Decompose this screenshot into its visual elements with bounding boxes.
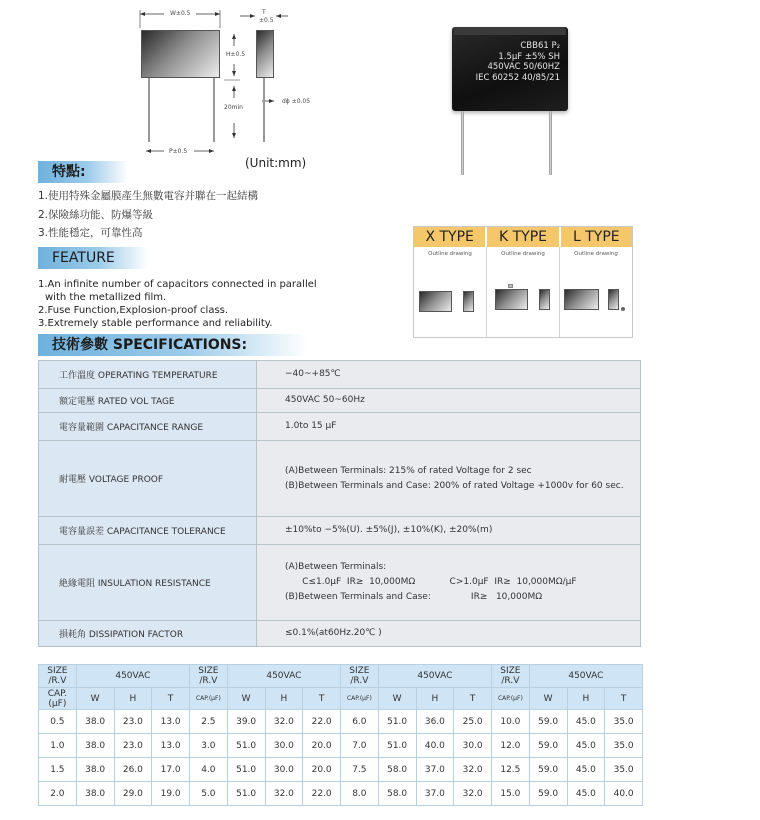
cap-cell: 2.5 <box>190 710 228 734</box>
w-cell: 59.0 <box>529 734 567 758</box>
type-header-l: L TYPE <box>561 227 632 247</box>
capacitor-marking <box>476 41 560 83</box>
spec-value <box>257 517 641 545</box>
w-cell: 58.0 <box>378 758 416 782</box>
list-item: 2.保險絲功能、防爆等級 <box>38 208 154 221</box>
dim-header-w: W <box>227 688 265 710</box>
cap-cell: 7.5 <box>341 758 379 782</box>
h-cell: 29.0 <box>114 782 152 806</box>
lead-right <box>213 78 215 142</box>
w-cell: 39.0 <box>227 710 265 734</box>
photo-lead-right <box>549 111 552 175</box>
spec-label: 電容量範圍 CAPACITANCE RANGE <box>39 413 257 441</box>
table-row <box>39 361 641 389</box>
thickness-tolerance: ±0.5 <box>259 17 274 24</box>
table-row <box>39 710 643 734</box>
dim-header-w: W <box>529 688 567 710</box>
spec-label: 耐電壓 VOLTAGE PROOF <box>39 441 257 517</box>
size-rv-header <box>341 665 379 688</box>
spec-label: 損耗角 DISSIPATION FACTOR <box>39 621 257 647</box>
h-cell: 23.0 <box>114 710 152 734</box>
cap-header: CAP.(μF) <box>190 688 228 710</box>
h-cell: 45.0 <box>567 734 605 758</box>
size-label: SIZE <box>198 666 219 676</box>
size-label: SIZE <box>500 666 521 676</box>
voltage-header: 450VAC <box>378 665 491 688</box>
k-type-tab <box>508 284 513 288</box>
k-type-front <box>495 289 528 310</box>
spec-value-line: (B)Between Terminals and Case: IR≥ 10,000MΩ <box>285 592 543 602</box>
dim-header-w: W <box>378 688 416 710</box>
rv-label: /R.V <box>350 676 369 686</box>
spec-label: 絶緣電阻 INSULATION RESISTANCE <box>39 545 257 621</box>
features-en-list <box>38 278 317 330</box>
t-cell: 22.0 <box>303 710 341 734</box>
t-cell: 30.0 <box>454 734 492 758</box>
t-cell: 20.0 <box>303 758 341 782</box>
w-cell: 59.0 <box>529 782 567 806</box>
w-cell: 51.0 <box>378 710 416 734</box>
l-type-front <box>564 289 599 310</box>
outline-caption: Outline drawing <box>428 251 472 257</box>
specs-title: 技術參數 SPECIFICATIONS: <box>38 334 308 356</box>
w-cell: 51.0 <box>227 758 265 782</box>
table-row <box>39 621 641 647</box>
type-header-x: X TYPE <box>414 227 487 247</box>
lead-left <box>148 78 150 142</box>
spec-value-line: −40~+85℃ <box>285 369 341 379</box>
lead-length-label: 20min <box>224 104 243 111</box>
k-type-side <box>539 289 550 310</box>
marking-line-2: 1.5μF ±5% SH <box>498 51 560 62</box>
t-cell: 35.0 <box>605 758 643 782</box>
unit-label: (Unit:mm) <box>245 156 307 170</box>
cap-cell: 1.0 <box>39 734 77 758</box>
outline-caption: Outline drawing <box>574 251 618 257</box>
spec-label: 電容量誤差 CAPACITANCE TOLERANCE <box>39 517 257 545</box>
side-lead <box>263 78 265 142</box>
table-row <box>39 517 641 545</box>
spec-value <box>257 545 641 621</box>
cap-cell: 4.0 <box>190 758 228 782</box>
w-cell: 51.0 <box>378 734 416 758</box>
marking-line-3: 450VAC 50/60HZ <box>487 62 560 72</box>
spec-value <box>257 441 641 517</box>
dim-header-h: H <box>265 688 303 710</box>
dim-header-w: W <box>76 688 114 710</box>
list-item: with the metallized film. <box>45 292 167 303</box>
l-type-side <box>608 289 619 310</box>
cap-cell: 5.0 <box>190 782 228 806</box>
spec-table <box>38 360 641 647</box>
list-item: 2.Fuse Function,Explosion-proof class. <box>38 305 229 316</box>
cap-cell: 2.0 <box>39 782 77 806</box>
spec-value-line: (B)Between Terminals and Case: 200% of rated Voltage +1000v for 60 sec. <box>285 480 624 491</box>
h-cell: 30.0 <box>265 758 303 782</box>
t-cell: 13.0 <box>152 734 190 758</box>
h-cell: 30.0 <box>265 734 303 758</box>
h-cell: 26.0 <box>114 758 152 782</box>
w-cell: 38.0 <box>76 710 114 734</box>
x-type-front <box>419 291 452 312</box>
spec-value-line: (A)Between Terminals: 215% of rated Voltage for 2 sec <box>285 465 532 476</box>
type-x-cell <box>414 247 487 337</box>
w-cell: 38.0 <box>76 782 114 806</box>
w-cell: 51.0 <box>227 734 265 758</box>
cap-cell: 7.0 <box>341 734 379 758</box>
cap-header: CAP.(μF) <box>341 688 379 710</box>
t-cell: 35.0 <box>605 734 643 758</box>
size-label: SIZE <box>47 666 68 676</box>
t-cell: 13.0 <box>152 710 190 734</box>
table-header-row <box>39 665 643 688</box>
h-cell: 40.0 <box>416 734 454 758</box>
t-cell: 20.0 <box>303 734 341 758</box>
spec-value-line: ±10%to −5%(U). ±5%(J), ±10%(K), ±20%(m) <box>285 525 493 535</box>
type-k-cell <box>487 247 560 337</box>
voltage-header: 450VAC <box>529 665 642 688</box>
t-cell: 25.0 <box>454 710 492 734</box>
voltage-header: 450VAC <box>76 665 189 688</box>
table-header-row <box>39 688 643 710</box>
cap-unit: (μF) <box>48 698 67 709</box>
size-rv-header <box>492 665 530 688</box>
dim-header-t: T <box>303 688 341 710</box>
h-cell: 37.0 <box>416 758 454 782</box>
dim-header-t: T <box>605 688 643 710</box>
marking-line-1: CBB61 P₂ <box>520 41 560 51</box>
type-l-cell <box>560 247 632 337</box>
spec-value-line: ≤0.1%(at60Hz.20℃ ) <box>285 628 382 638</box>
outline-caption: Outline drawing <box>501 251 545 257</box>
table-row <box>39 545 641 621</box>
spec-value <box>257 361 641 389</box>
features-en-title: FEATURE <box>38 247 148 269</box>
spec-value-line: (A)Between Terminals: <box>285 562 387 572</box>
h-cell: 23.0 <box>114 734 152 758</box>
features-cn-title: 特點: <box>38 161 128 183</box>
spec-value <box>257 389 641 413</box>
t-cell: 35.0 <box>605 710 643 734</box>
thickness-label: T <box>262 9 266 16</box>
table-row <box>39 413 641 441</box>
voltage-header: 450VAC <box>227 665 340 688</box>
marking-line-4: IEC 60252 40/85/21 <box>475 72 560 83</box>
h-cell: 32.0 <box>265 710 303 734</box>
rv-label: /R.V <box>501 676 520 686</box>
list-item: 1.使用特殊金屬膜產生無數電容并聯在一起結構 <box>38 190 259 202</box>
capacitor-side-view <box>256 30 274 78</box>
pitch-label: P±0.5 <box>169 148 188 155</box>
list-item: 1.An infinite number of capacitors connected in parallel <box>38 279 317 290</box>
photo-lead-left <box>461 111 464 175</box>
dim-header-h: H <box>114 688 152 710</box>
h-cell: 45.0 <box>567 758 605 782</box>
h-cell: 45.0 <box>567 782 605 806</box>
cap-header: CAP.(μF) <box>492 688 530 710</box>
w-cell: 59.0 <box>529 710 567 734</box>
rv-label: /R.V <box>48 676 67 686</box>
cap-cell: 8.0 <box>341 782 379 806</box>
l-type-lead <box>621 307 625 311</box>
size-rv-header <box>190 665 228 688</box>
t-cell: 32.0 <box>454 758 492 782</box>
dim-header-t: T <box>152 688 190 710</box>
cap-label: CAP. <box>47 688 68 699</box>
spec-value <box>257 413 641 441</box>
cap-cell: 10.0 <box>492 710 530 734</box>
cap-header <box>39 688 77 710</box>
dim-header-h: H <box>567 688 605 710</box>
size-label: SIZE <box>349 666 370 676</box>
table-row <box>39 758 643 782</box>
cap-cell: 6.0 <box>341 710 379 734</box>
h-cell: 36.0 <box>416 710 454 734</box>
type-header-k: K TYPE <box>487 227 560 247</box>
outline-types <box>413 226 633 338</box>
cap-cell: 12.0 <box>492 734 530 758</box>
t-cell: 17.0 <box>152 758 190 782</box>
dim-header-h: H <box>416 688 454 710</box>
dim-header-t: T <box>454 688 492 710</box>
height-label: H±0.5 <box>226 51 246 58</box>
size-table <box>38 664 643 806</box>
size-rv-header <box>39 665 77 688</box>
cap-cell: 0.5 <box>39 710 77 734</box>
lead-diameter-label: dϕ ±0.05 <box>282 98 311 105</box>
cap-cell: 3.0 <box>190 734 228 758</box>
list-item: 3.Extremely stable performance and reliability. <box>38 318 273 329</box>
spec-value-line: C≤1.0μF IR≥ 10,000MΩ C>1.0μF IR≥ 10,000MΩ/μF <box>285 577 577 587</box>
t-cell: 32.0 <box>454 782 492 806</box>
w-cell: 51.0 <box>227 782 265 806</box>
list-item: 3.性能穩定，可靠性高 <box>38 227 143 239</box>
spec-label: 工作溫度 OPERATING TEMPERATURE <box>39 361 257 389</box>
h-cell: 45.0 <box>567 710 605 734</box>
w-cell: 38.0 <box>76 734 114 758</box>
w-cell: 59.0 <box>529 758 567 782</box>
rv-label: /R.V <box>199 676 218 686</box>
capacitor-front-view <box>141 30 220 78</box>
cap-cell: 1.5 <box>39 758 77 782</box>
capacitor-top-face <box>454 27 566 35</box>
spec-value-line: 1.0to 15 μF <box>285 421 337 431</box>
capacitor-photo <box>452 27 568 111</box>
spec-label: 額定電壓 RATED VOL TAGE <box>39 389 257 413</box>
table-row <box>39 734 643 758</box>
width-label: W±0.5 <box>170 10 191 17</box>
w-cell: 38.0 <box>76 758 114 782</box>
t-cell: 19.0 <box>152 782 190 806</box>
h-cell: 37.0 <box>416 782 454 806</box>
table-row <box>39 389 641 413</box>
t-cell: 40.0 <box>605 782 643 806</box>
table-row <box>39 782 643 806</box>
spec-value <box>257 621 641 647</box>
h-cell: 32.0 <box>265 782 303 806</box>
x-type-side <box>463 291 474 312</box>
features-cn-list <box>38 187 258 243</box>
cap-cell: 12.5 <box>492 758 530 782</box>
t-cell: 22.0 <box>303 782 341 806</box>
table-row <box>39 441 641 517</box>
cap-cell: 15.0 <box>492 782 530 806</box>
spec-value-line: 450VAC 50~60Hz <box>285 395 365 405</box>
w-cell: 58.0 <box>378 782 416 806</box>
